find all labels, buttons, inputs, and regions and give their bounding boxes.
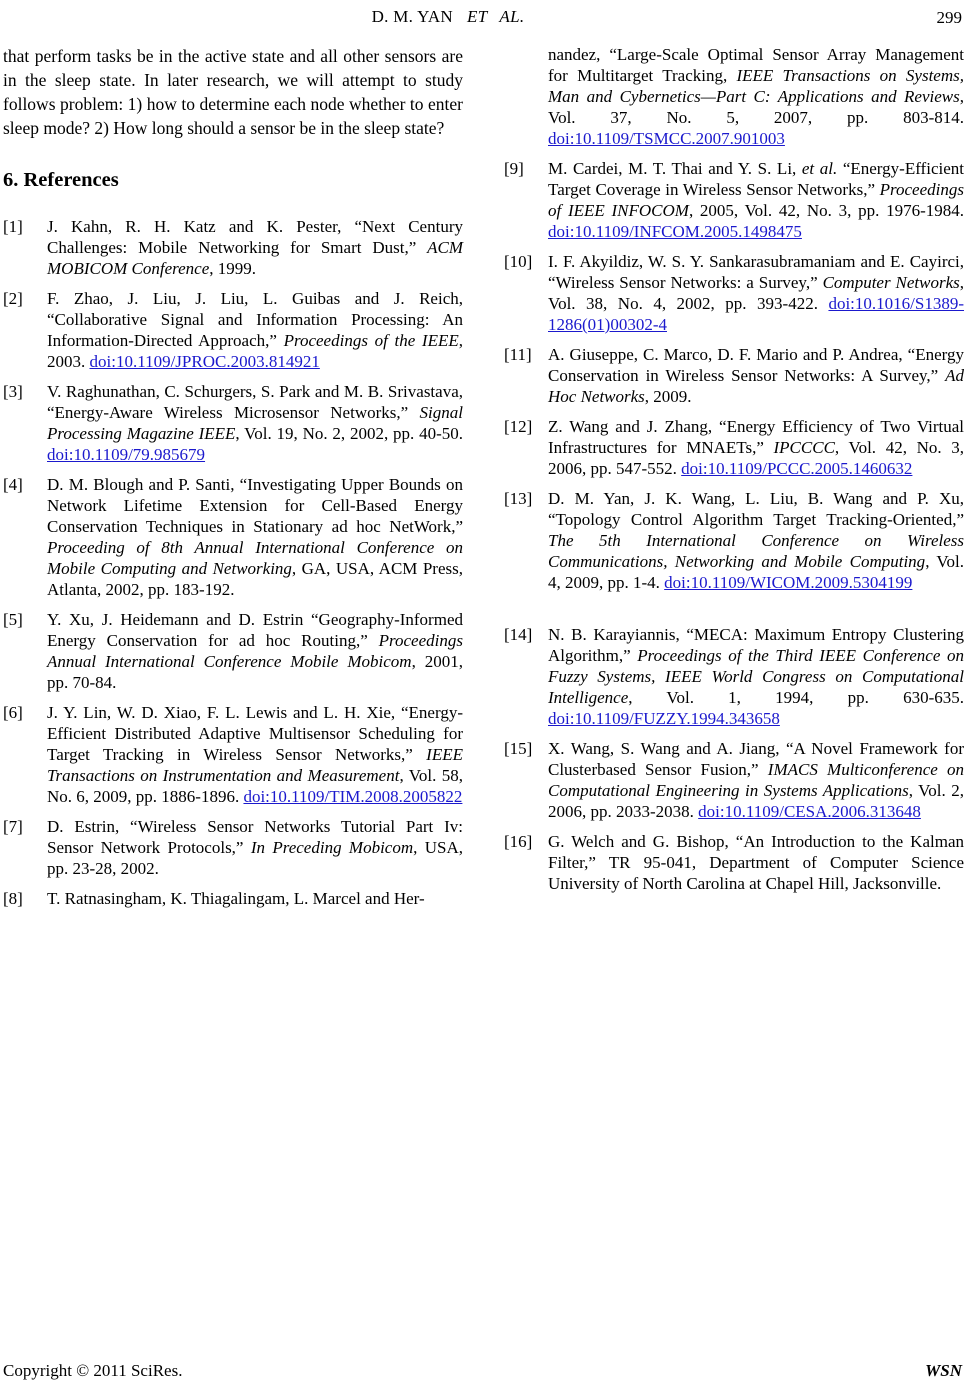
text-segment: , Vol. 2, 2006, pp. 2033-2038. <box>548 781 964 821</box>
doi-link[interactable]: doi:10.1109/TSMCC.2007.901003 <box>548 129 785 148</box>
references-list-left <box>3 216 463 909</box>
doi-link[interactable]: doi:10.1109/CESA.2006.313648 <box>698 802 921 821</box>
doi-link[interactable]: doi:10.1109/79.985679 <box>47 445 206 464</box>
reference-text <box>548 489 964 592</box>
text-segment: nandez, “Large-Scale Optimal Sensor Array Management for Multitarget Tracking, <box>548 45 964 85</box>
reference-number: [16] <box>504 832 533 851</box>
reference-text <box>548 252 964 334</box>
reference-number: [2] <box>3 289 23 308</box>
reference-item <box>504 738 964 822</box>
reference-number: [5] <box>3 610 23 629</box>
reference-text <box>548 417 964 478</box>
reference-item <box>3 609 463 693</box>
italic-text-segment: IPCCCC <box>773 438 835 457</box>
reference-item <box>504 416 964 479</box>
reference-text <box>548 159 964 241</box>
text-segment: G. Welch and G. Bishop, “An Introduction to the Kalman Filter,” TR 95-041, Department of Computer Science University of North Carolina at Chapel Hill, Jacksonville. <box>548 832 964 893</box>
doi-link[interactable]: doi:10.1109/INFCOM.2005.1498475 <box>548 222 802 241</box>
reference-item <box>504 251 964 335</box>
text-segment: V. Raghunathan, C. Schurgers, S. Park and M. B. Srivastava, “Energy-Aware Wireless Microsensor Networks,” <box>47 382 463 422</box>
reference-number: [1] <box>3 217 23 236</box>
reference-item <box>3 288 463 372</box>
text-segment: N. B. Karayiannis, “MECA: Maximum Entropy Clustering Algorithm,” <box>548 625 964 665</box>
reference-number: [3] <box>3 382 23 401</box>
text-segment: , 2003. <box>47 331 463 371</box>
text-segment: , Vol. 19, No. 2, 2002, pp. 40-50. <box>235 424 463 443</box>
italic-text-segment: Proceedings of the IEEE <box>283 331 459 350</box>
text-segment: Y. Xu, J. Heidemann and D. Estrin “Geography-Informed Energy Conservation for ad hoc Routing,” <box>47 610 463 650</box>
italic-text-segment: et al. <box>801 159 838 178</box>
reference-number: [4] <box>3 475 23 494</box>
reference-number: [7] <box>3 817 23 836</box>
text-segment: M. Cardei, M. T. Thai and Y. S. Li, <box>548 159 802 178</box>
running-head-authors: D. M. YAN <box>371 7 454 26</box>
page-number: 299 <box>936 8 962 27</box>
reference-text <box>47 289 463 371</box>
text-segment: , 2009. <box>644 387 692 406</box>
reference-number: [14] <box>504 625 533 644</box>
doi-link[interactable]: doi:10.1016/S1389-1286(01)00302-4 <box>548 294 964 334</box>
italic-text-segment: IEEE Transactions on Systems, Man and Cybernetics—Part C: Applications and Reviews <box>548 66 964 106</box>
reference-number: [12] <box>504 417 533 436</box>
running-head <box>3 7 893 27</box>
reference-text <box>47 382 463 464</box>
text-segment: J. Y. Lin, W. D. Xiao, F. L. Lewis and L. H. Xie, “Energy-Efficient Distributed Adaptive Multisensor Scheduling for Target Tracking in Wireless Sensor Networks,” <box>47 703 463 764</box>
italic-text-segment: Ad Hoc Networks <box>548 366 964 406</box>
italic-text-segment: Signal Processing Magazine IEEE <box>47 403 463 443</box>
running-head-et-al: ET AL. <box>467 7 525 26</box>
reference-item <box>3 381 463 465</box>
reference-text <box>47 817 463 878</box>
doi-link[interactable]: doi:10.1109/WICOM.2009.5304199 <box>664 573 913 592</box>
copyright-text: Copyright © 2011 SciRes. <box>3 1361 183 1380</box>
italic-text-segment: IEEE Transactions on Instrumentation and Measurement <box>47 745 463 785</box>
intro-paragraph: that perform tasks be in the active state and all other sensors are in the sleep state. In later research, we will attempt to study follows problem: 1) how to determine each node whether to enter sleep mode? 2) How long should a sensor be in the sleep state? <box>3 46 463 138</box>
text-segment: Z. Wang and J. Zhang, “Energy Efficiency of Two Virtual Infrastructures for MNAETs,” <box>548 417 964 457</box>
reference-text <box>548 45 964 148</box>
text-segment: J. Kahn, R. H. Katz and K. Pester, “Next Century Challenges: Mobile Networking for Smart Dust,” <box>47 217 463 257</box>
reference-continuation <box>504 44 964 149</box>
text-segment: , Vol. 37, No. 5, 2007, pp. 803-814. <box>548 87 964 127</box>
reference-item <box>3 816 463 879</box>
text-segment: , Vol. 1, 1994, pp. 630-635. <box>628 688 964 707</box>
text-segment: D. M. Yan, J. K. Wang, L. Liu, B. Wang and P. Xu, “Topology Control Algorithm Target Tracking-Oriented,” <box>548 489 964 529</box>
reference-number: [8] <box>3 889 23 908</box>
left-column <box>3 44 463 918</box>
reference-item <box>504 488 964 593</box>
text-segment: , Vol. 4, 2009, pp. 1-4. <box>548 552 964 592</box>
reference-text <box>47 217 463 278</box>
reference-text <box>548 345 964 406</box>
reference-text <box>548 739 964 821</box>
references-list-right <box>504 44 964 894</box>
text-segment: D. M. Blough and P. Santi, “Investigating Upper Bounds on Network Lifetime Extension for Cell-Based Energy Conservation Techniques in Stationary ad hoc NetWork,” <box>47 475 463 536</box>
italic-text-segment: ACM MOBICOM Conference <box>47 238 463 278</box>
italic-text-segment: Proceedings of IEEE INFOCOM <box>548 180 964 220</box>
doi-link[interactable]: doi:10.1109/PCCC.2005.1460632 <box>681 459 913 478</box>
reference-text <box>548 625 964 728</box>
reference-text <box>47 610 463 692</box>
text-segment: , 2005, Vol. 42, No. 3, pp. 1976-1984. <box>688 201 964 220</box>
journal-abbreviation: WSN <box>925 1361 962 1380</box>
text-segment: , USA, pp. 23-28, 2002. <box>47 838 463 878</box>
two-column-body <box>3 44 964 918</box>
reference-text <box>47 703 463 806</box>
text-segment: X. Wang, S. Wang and A. Jiang, “A Novel Framework for Clusterbased Sensor Fusion,” <box>548 739 964 779</box>
doi-link[interactable]: doi:10.1109/JPROC.2003.814921 <box>89 352 320 371</box>
text-segment: , Vol. 58, No. 6, 2009, pp. 1886-1896. <box>47 766 463 806</box>
italic-text-segment: IMACS Multiconference on Computational Engineering in Systems Applications <box>548 760 964 800</box>
section-heading: 6. References <box>3 169 119 191</box>
reference-item <box>504 158 964 242</box>
text-segment: D. Estrin, “Wireless Sensor Networks Tutorial Part Iv: Sensor Network Protocols,” <box>47 817 463 857</box>
reference-number: [6] <box>3 703 23 722</box>
text-segment: I. F. Akyildiz, W. S. Y. Sankarasubramaniam and E. Cayirci, “Wireless Sensor Networks: a Survey,” <box>548 252 964 292</box>
reference-text <box>47 889 425 908</box>
italic-text-segment: The 5th International Conference on Wireless Communications, Networking and Mobile Computing <box>548 531 964 571</box>
reference-text <box>47 475 463 599</box>
page-header <box>3 7 962 33</box>
text-segment: F. Zhao, J. Liu, J. Liu, L. Guibas and J. Reich, “Collaborative Signal and Information Processing: An Information-Directed Approach,” <box>47 289 463 350</box>
reference-item <box>3 474 463 600</box>
reference-text <box>548 832 964 893</box>
reference-number: [9] <box>504 159 524 178</box>
reference-number: [11] <box>504 345 532 364</box>
text-segment: , Vol. 42, No. 3, 2006, pp. 547-552. <box>548 438 964 478</box>
page-footer <box>3 1361 962 1381</box>
reference-item <box>504 624 964 729</box>
italic-text-segment: In Preceding Mobicom <box>250 838 414 857</box>
text-segment: A. Giuseppe, C. Marco, D. F. Mario and P. Andrea, “Energy Conservation in Wireless Sensor Networks: A Survey,” <box>548 345 964 385</box>
right-column references-list-right-wrap <box>504 44 964 918</box>
reference-number: [13] <box>504 489 533 508</box>
text-segment: , 1999. <box>209 259 256 278</box>
reference-item <box>3 888 463 909</box>
doi-link[interactable]: doi:10.1109/FUZZY.1994.343658 <box>548 709 780 728</box>
reference-item <box>504 344 964 407</box>
text-segment: T. Ratnasingham, K. Thiagalingam, L. Marcel and Her- <box>47 889 425 908</box>
italic-text-segment: Proceedings Annual International Conference Mobile Mobicom <box>47 631 463 671</box>
text-segment: , 2001, pp. 70-84. <box>47 652 463 692</box>
text-segment: , Vol. 38, No. 4, 2002, pp. 393-422. <box>548 273 964 313</box>
reference-item <box>3 216 463 279</box>
italic-text-segment: Computer Networks <box>822 273 960 292</box>
italic-text-segment: Proceeding of 8th Annual International Conference on Mobile Computing and Networking <box>47 538 463 578</box>
reference-number: [10] <box>504 252 533 271</box>
text-segment: “Energy-Efficient Target Coverage in Wireless Sensor Networks,” <box>548 159 964 199</box>
reference-number: [15] <box>504 739 533 758</box>
text-segment: , GA, USA, ACM Press, Atlanta, 2002, pp. 183-192. <box>47 559 464 599</box>
reference-item <box>3 702 463 807</box>
reference-item <box>504 831 964 894</box>
doi-link[interactable]: doi:10.1109/TIM.2008.2005822 <box>243 787 463 806</box>
italic-text-segment: Proceedings of the Third IEEE Conference on Fuzzy Systems, IEEE World Congress on Computational Intelligence <box>548 646 964 707</box>
